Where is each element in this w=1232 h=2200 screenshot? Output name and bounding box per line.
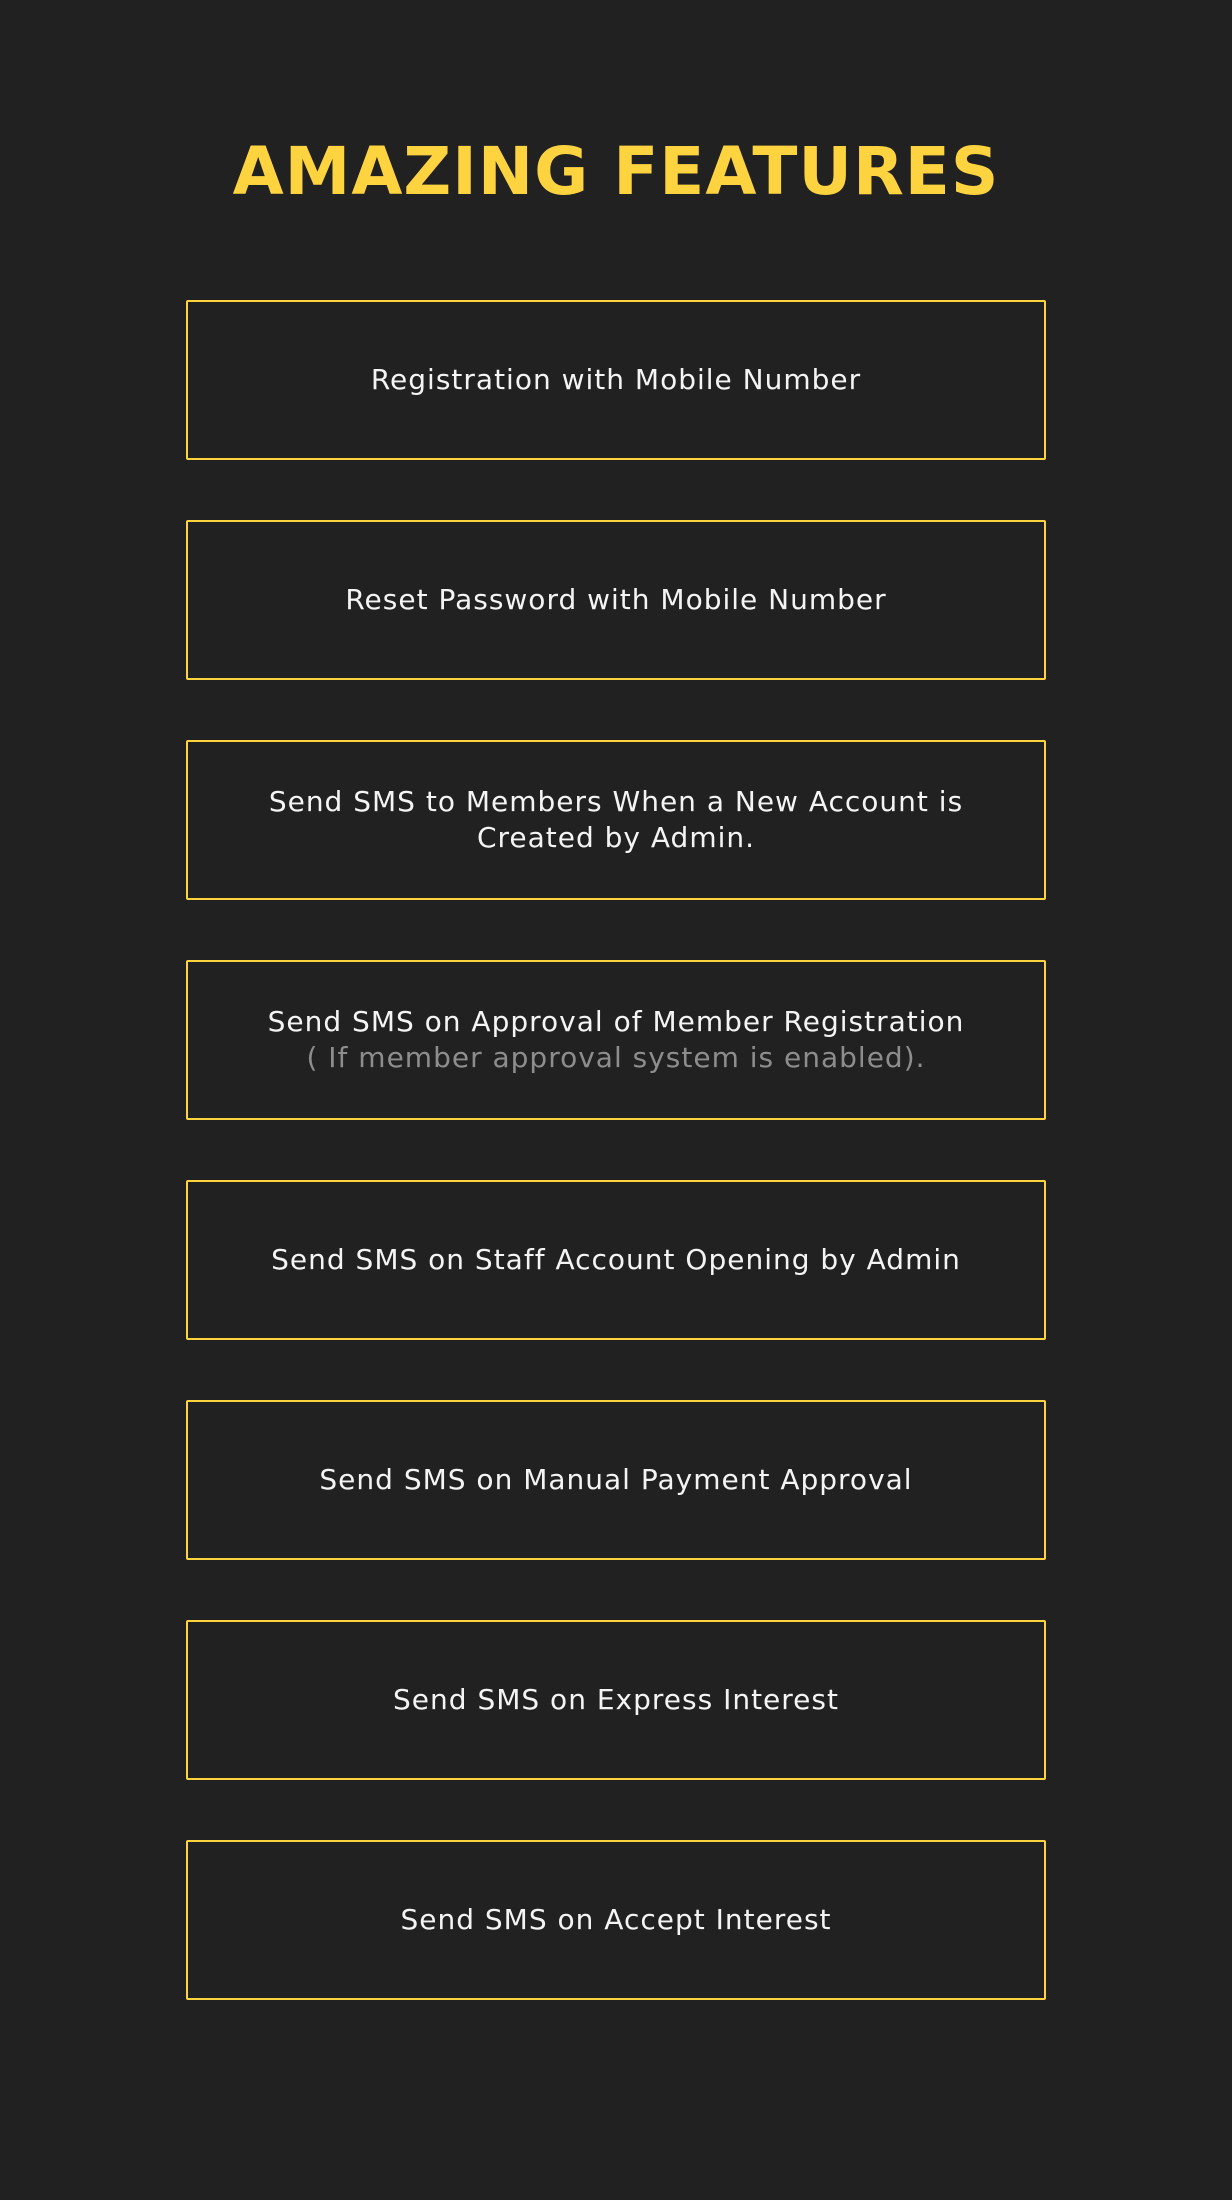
feature-text: Send SMS on Staff Account Opening by Admin	[271, 1243, 961, 1276]
feature-card-registration	[186, 300, 1046, 460]
feature-note: ( If member approval system is enabled).	[306, 1041, 926, 1074]
feature-text: Send SMS on Approval of Member Registration	[267, 1005, 965, 1038]
feature-text: Send SMS on Accept Interest	[400, 1903, 832, 1936]
feature-card-member-approval-sms	[186, 960, 1046, 1120]
feature-card-reset-password	[186, 520, 1046, 680]
feature-card-manual-payment-sms	[186, 1400, 1046, 1560]
feature-text: Send SMS to Members When a New Account is Created by Admin.	[268, 785, 964, 854]
feature-text: Send SMS on Manual Payment Approval	[319, 1463, 913, 1496]
feature-card-accept-interest-sms	[186, 1840, 1046, 2000]
feature-card-staff-account-sms	[186, 1180, 1046, 1340]
feature-text: Registration with Mobile Number	[370, 363, 862, 396]
feature-card-new-account-sms	[186, 740, 1046, 900]
feature-text: Reset Password with Mobile Number	[345, 583, 887, 616]
feature-text: Send SMS on Express Interest	[393, 1683, 839, 1716]
page-title: AMAZING FEATURES	[232, 133, 1000, 210]
feature-list	[186, 300, 1046, 2060]
feature-card-express-interest-sms	[186, 1620, 1046, 1780]
